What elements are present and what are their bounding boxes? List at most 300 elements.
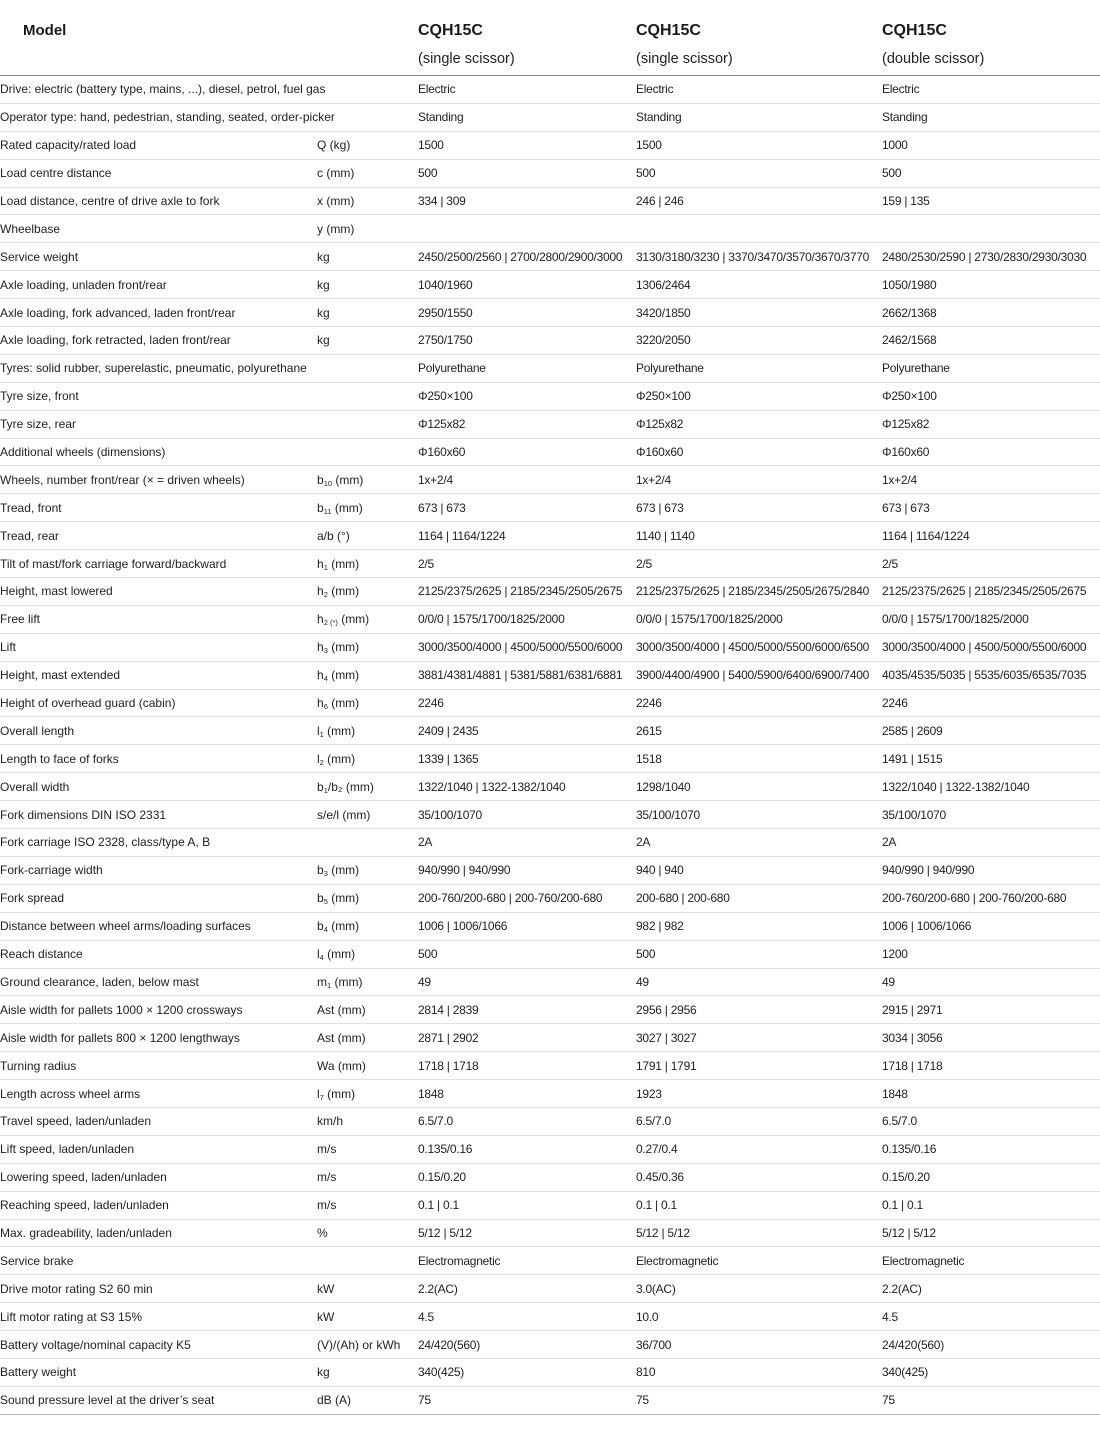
spec-value: 1x+2/4 [882,466,1100,494]
table-row [0,578,1100,606]
spec-table [0,76,1100,1415]
table-row [0,801,1100,829]
spec-value: Φ160x60 [882,438,1100,466]
spec-value: 982 | 982 [636,912,882,940]
spec-value: 3000/3500/4000 | 4500/5000/5500/6000 [882,633,1100,661]
spec-value: 1923 [636,1080,882,1108]
spec-value: 75 [882,1386,1100,1414]
spec-value: 2956 | 2956 [636,996,882,1024]
table-row [0,940,1100,968]
spec-value: 1848 [418,1080,636,1108]
spec-label: Max. gradeability, laden/unladen [0,1219,317,1247]
unit-symbol: l [317,723,320,738]
spec-label: Load distance, centre of drive axle to fork [0,187,317,215]
spec-value: 0/0/0 | 1575/1700/1825/2000 [636,605,882,633]
spec-unit [317,578,418,606]
unit-symbol: dB (A) [317,1393,352,1408]
unit-suffix: (mm) [331,974,363,989]
unit-suffix: (mm) [327,696,360,711]
spec-unit [317,215,418,243]
spec-value: 1164 | 1164/1224 [882,522,1100,550]
unit-symbol: b [317,779,324,794]
spec-value: 35/100/1070 [418,801,636,829]
spec-value: 1491 | 1515 [882,745,1100,773]
spec-label: Aisle width for pallets 800 × 1200 lengthways [0,1024,317,1052]
unit-symbol: kW [317,1309,335,1324]
spec-value [636,215,882,243]
table-row [0,1135,1100,1163]
spec-value: 2A [636,829,882,857]
spec-label: Travel speed, laden/unladen [0,1107,317,1135]
unit-symbol: y (mm) [317,221,355,236]
spec-label: Battery voltage/nominal capacity K5 [0,1331,317,1359]
unit-subscript: 11 [323,506,332,516]
unit-symbol: b [317,500,324,515]
spec-value: Standing [882,103,1100,131]
spec-unit [317,1191,418,1219]
unit-symbol: % [317,1225,328,1240]
spec-value: Φ125x82 [418,410,636,438]
unit-symbol: h [317,584,324,599]
spec-label: Overall width [0,773,317,801]
spec-value: 500 [882,159,1100,187]
spec-unit [317,884,418,912]
unit-symbol: Wa (mm) [317,1058,366,1073]
unit-subscript: 1 [319,729,324,739]
table-row [0,466,1100,494]
spec-label: Reaching speed, laden/unladen [0,1191,317,1219]
table-row [0,745,1100,773]
spec-label: Reach distance [0,940,317,968]
spec-value: Electromagnetic [882,1247,1100,1275]
unit-symbol: l [317,1086,320,1101]
unit-subscript: 4 [323,925,328,935]
unit-symbol: h [317,612,324,627]
spec-value: 1848 [882,1080,1100,1108]
spec-value: 49 [418,968,636,996]
spec-value: 500 [636,940,882,968]
spec-value: 673 | 673 [882,494,1100,522]
spec-value: 500 [418,940,636,968]
spec-value: 49 [636,968,882,996]
spec-value: 1000 [882,131,1100,159]
unit-symbol: km/h [317,1114,344,1129]
spec-value: Φ125x82 [636,410,882,438]
spec-value: Φ125x82 [882,410,1100,438]
spec-unit [317,661,418,689]
spec-value: 35/100/1070 [882,801,1100,829]
model-header-label: Model [23,22,67,39]
spec-value: 2615 [636,717,882,745]
spec-unit [317,1219,418,1247]
spec-value: 1x+2/4 [418,466,636,494]
table-row [0,1331,1100,1359]
spec-label: Tyres: solid rubber, superelastic, pneumatic, polyurethane [0,354,317,382]
table-row [0,884,1100,912]
spec-label: Height, mast extended [0,661,317,689]
spec-label: Length across wheel arms [0,1080,317,1108]
spec-label: Fork dimensions DIN ISO 2331 [0,801,317,829]
spec-value: Φ250×100 [418,382,636,410]
table-row [0,856,1100,884]
spec-value: 2462/1568 [882,327,1100,355]
unit-symbol: a/b (°) [317,528,350,543]
spec-value: 3.0(AC) [636,1275,882,1303]
unit-symbol: Q (kg) [317,138,351,153]
spec-label: Service brake [0,1247,317,1275]
spec-unit [317,912,418,940]
spec-label: Operator type: hand, pedestrian, standing, seated, order-picker [0,103,317,131]
table-row [0,633,1100,661]
spec-label: Lift [0,633,317,661]
table-row [0,1107,1100,1135]
spec-value: 940/990 | 940/990 [418,856,636,884]
spec-value: 2814 | 2839 [418,996,636,1024]
spec-label: Overall length [0,717,317,745]
unit-symbol: kg [317,305,330,320]
unit-symbol: b [317,863,324,878]
unit-subscript: 5 [323,897,328,907]
spec-value: Polyurethane [636,354,882,382]
table-row [0,661,1100,689]
table-row [0,215,1100,243]
spec-value: 1518 [636,745,882,773]
spec-unit [317,1024,418,1052]
spec-value: 4.5 [882,1303,1100,1331]
spec-value: 3034 | 3056 [882,1024,1100,1052]
spec-unit [317,243,418,271]
unit-subscript: 1 [323,785,328,795]
table-row [0,550,1100,578]
spec-value: 200-680 | 200-680 [636,884,882,912]
spec-unit [317,801,418,829]
spec-label: Free lift [0,605,317,633]
spec-value: 2915 | 2971 [882,996,1100,1024]
spec-unit [317,159,418,187]
spec-value: 1500 [636,131,882,159]
table-row [0,76,1100,103]
column-model: CQH15C [636,22,701,39]
spec-unit [317,1247,418,1275]
spec-value: Standing [418,103,636,131]
spec-value: 2246 [636,689,882,717]
spec-value: 3000/3500/4000 | 4500/5000/5500/6000/6500 [636,633,882,661]
unit-suffix: (mm) [327,556,360,571]
table-row [0,717,1100,745]
spec-value: 5/12 | 5/12 [636,1219,882,1247]
column-variant: (double scissor) [882,51,985,67]
unit-suffix: (mm) [337,612,370,627]
unit-subscript: 1 [323,562,328,572]
unit-symbol: h [317,668,324,683]
spec-label: Drive: electric (battery type, mains, ...), diesel, petrol, fuel gas [0,76,317,103]
spec-label: Fork carriage ISO 2328, class/type A, B [0,829,317,857]
spec-label: Wheels, number front/rear (× = driven wheels) [0,466,317,494]
table-row [0,996,1100,1024]
spec-value: 1339 | 1365 [418,745,636,773]
spec-unit [317,968,418,996]
spec-value: 6.5/7.0 [636,1107,882,1135]
spec-label: Tread, rear [0,522,317,550]
spec-value [418,215,636,243]
spec-label: Height of overhead guard (cabin) [0,689,317,717]
spec-value: 3881/4381/4881 | 5381/5881/6381/6881 [418,661,636,689]
spec-value: 0/0/0 | 1575/1700/1825/2000 [418,605,636,633]
unit-symbol: m/s [317,1198,337,1213]
spec-value: 1006 | 1006/1066 [882,912,1100,940]
table-row [0,271,1100,299]
spec-value: 35/100/1070 [636,801,882,829]
spec-value: 75 [418,1386,636,1414]
spec-label: Wheelbase [0,215,317,243]
spec-value: 75 [636,1386,882,1414]
spec-value: 1500 [418,131,636,159]
spec-value: 2A [882,829,1100,857]
unit-suffix: (mm) [323,1086,356,1101]
table-row [0,494,1100,522]
spec-value: 2871 | 2902 [418,1024,636,1052]
spec-unit [317,689,418,717]
table-row [0,1386,1100,1414]
table-row [0,1080,1100,1108]
table-row [0,103,1100,131]
spec-unit [317,996,418,1024]
spec-label: Sound pressure level at the driver’s seat [0,1386,317,1414]
unit-symbol: kg [317,1365,330,1380]
spec-value: 2480/2530/2590 | 2730/2830/2930/3030 [882,243,1100,271]
spec-label: Tyre size, front [0,382,317,410]
spec-unit [317,940,418,968]
unit-symbol: (V)/(Ah) or kWh [317,1337,401,1352]
unit-symbol: l [317,947,320,962]
spec-value: 334 | 309 [418,187,636,215]
spec-value: 2409 | 2435 [418,717,636,745]
spec-value: Polyurethane [418,354,636,382]
spec-value: 5/12 | 5/12 [882,1219,1100,1247]
unit-symbol: Ast (mm) [317,1002,366,1017]
spec-value: 10.0 [636,1303,882,1331]
spec-label: Aisle width for pallets 1000 × 1200 crossways [0,996,317,1024]
spec-unit [317,354,418,382]
spec-value: 810 [636,1358,882,1386]
spec-value: Electric [418,76,636,103]
spec-unit [317,1358,418,1386]
spec-label: Tread, front [0,494,317,522]
spec-value: 2A [418,829,636,857]
unit-symbol: m/s [317,1142,337,1157]
spec-label: Height, mast lowered [0,578,317,606]
unit-symbol: l [317,751,320,766]
spec-unit [317,856,418,884]
table-row [0,354,1100,382]
spec-value: 940/990 | 940/990 [882,856,1100,884]
spec-value: 940 | 940 [636,856,882,884]
unit-symbol: c (mm) [317,166,355,181]
spec-value: Electromagnetic [418,1247,636,1275]
spec-label: Lift speed, laden/unladen [0,1135,317,1163]
spec-label: Length to face of forks [0,745,317,773]
unit-subscript: 7 [319,1092,324,1102]
spec-value: 2662/1368 [882,299,1100,327]
column-variant: (single scissor) [636,51,733,67]
table-row [0,522,1100,550]
spec-value: 2125/2375/2625 | 2185/2345/2505/2675 [882,578,1100,606]
spec-unit [317,633,418,661]
spec-label: Ground clearance, laden, below mast [0,968,317,996]
unit-suffix: (mm) [327,640,360,655]
spec-unit [317,410,418,438]
spec-unit [317,1080,418,1108]
spec-value: 24/420(560) [882,1331,1100,1359]
spec-value: 5/12 | 5/12 [418,1219,636,1247]
column-header-2 [636,20,733,69]
spec-label: Lift motor rating at S3 15% [0,1303,317,1331]
spec-unit [317,1303,418,1331]
unit-symbol: b [317,919,324,934]
spec-value: 2/5 [636,550,882,578]
spec-value: 4.5 [418,1303,636,1331]
spec-value: 6.5/7.0 [418,1107,636,1135]
spec-value: 0.27/0.4 [636,1135,882,1163]
spec-unit [317,382,418,410]
spec-value: 1322/1040 | 1322-1382/1040 [882,773,1100,801]
spec-value: 2/5 [418,550,636,578]
spec-value: 1040/1960 [418,271,636,299]
spec-value: 1200 [882,940,1100,968]
unit-symbol: kg [317,277,330,292]
spec-value: 0.135/0.16 [882,1135,1100,1163]
spec-value: Φ160x60 [418,438,636,466]
unit-subscript: 6 [323,702,328,712]
spec-value: 0.1 | 0.1 [418,1191,636,1219]
table-row [0,1358,1100,1386]
table-row [0,1191,1100,1219]
spec-unit [317,1275,418,1303]
spec-value: Electric [882,76,1100,103]
spec-value: 4035/4535/5035 | 5535/6035/6535/7035 [882,661,1100,689]
unit-subscript: 3 [323,646,328,656]
spec-unit [317,1052,418,1080]
unit-subscript: 2 (*) [323,618,338,628]
unit-suffix: (mm) [323,723,356,738]
spec-value: 2246 [882,689,1100,717]
spec-value: 2125/2375/2625 | 2185/2345/2505/2675/2840 [636,578,882,606]
spec-label: Lowering speed, laden/unladen [0,1163,317,1191]
spec-value: 0/0/0 | 1575/1700/1825/2000 [882,605,1100,633]
spec-label: Distance between wheel arms/loading surfaces [0,912,317,940]
unit-symbol: x (mm) [317,194,355,208]
column-model: CQH15C [418,22,483,39]
unit-suffix: /b₂ (mm) [327,779,374,794]
spec-value: 3420/1850 [636,299,882,327]
spec-value: 1164 | 1164/1224 [418,522,636,550]
spec-value: 200-760/200-680 | 200-760/200-680 [418,884,636,912]
spec-label: Drive motor rating S2 60 min [0,1275,317,1303]
unit-symbol: Ast (mm) [317,1030,366,1045]
spec-value: 0.15/0.20 [418,1163,636,1191]
spec-label: Service weight [0,243,317,271]
unit-symbol: kg [317,249,330,264]
spec-value: 3027 | 3027 [636,1024,882,1052]
unit-suffix: (mm) [323,947,356,962]
spec-value: 0.15/0.20 [882,1163,1100,1191]
spec-unit [317,131,418,159]
unit-symbol: m [317,974,327,989]
spec-unit [317,522,418,550]
unit-symbol: h [317,556,324,571]
table-row [0,1303,1100,1331]
spec-label: Axle loading, fork advanced, laden front/rear [0,299,317,327]
spec-unit [317,1107,418,1135]
spec-value [882,215,1100,243]
spec-unit [317,1163,418,1191]
spec-label: Tyre size, rear [0,410,317,438]
table-row [0,912,1100,940]
spec-value: 2585 | 2609 [882,717,1100,745]
spec-value: 673 | 673 [418,494,636,522]
spec-unit [317,773,418,801]
unit-suffix: (mm) [327,891,360,906]
spec-unit [317,1386,418,1414]
spec-label: Turning radius [0,1052,317,1080]
table-row [0,605,1100,633]
table-row [0,829,1100,857]
unit-suffix: (mm) [331,500,363,515]
column-header-3 [882,20,984,69]
column-variant: (single scissor) [418,51,515,67]
spec-value: 200-760/200-680 | 200-760/200-680 [882,884,1100,912]
spec-label: Axle loading, fork retracted, laden front/rear [0,327,317,355]
spec-value: Electric [636,76,882,103]
table-row [0,327,1100,355]
spec-value: 1718 | 1718 [882,1052,1100,1080]
spec-unit [317,1331,418,1359]
spec-value: 0.1 | 0.1 [882,1191,1100,1219]
spec-table-body [0,76,1100,1414]
spec-value: Φ250×100 [636,382,882,410]
spec-value: 1050/1980 [882,271,1100,299]
spec-value: 246 | 246 [636,187,882,215]
spec-value: 340(425) [882,1358,1100,1386]
spec-value: Electromagnetic [636,1247,882,1275]
spec-value: 1322/1040 | 1322-1382/1040 [418,773,636,801]
spec-value: 500 [418,159,636,187]
spec-value: Φ250×100 [882,382,1100,410]
spec-value: 1140 | 1140 [636,522,882,550]
spec-value: 49 [882,968,1100,996]
spec-value: 3900/4400/4900 | 5400/5900/6400/6900/7400 [636,661,882,689]
spec-value: 0.45/0.36 [636,1163,882,1191]
table-row [0,1052,1100,1080]
spec-label: Fork spread [0,884,317,912]
spec-value: 1298/1040 [636,773,882,801]
unit-suffix: (mm) [327,919,360,934]
unit-symbol: h [317,640,324,655]
table-row [0,243,1100,271]
spec-unit [317,76,418,103]
spec-value: 2125/2375/2625 | 2185/2345/2505/2675 [418,578,636,606]
unit-suffix: (mm) [332,472,364,487]
spec-unit [317,745,418,773]
spec-unit [317,494,418,522]
table-row [0,689,1100,717]
spec-value: 3220/2050 [636,327,882,355]
spec-value: 1x+2/4 [636,466,882,494]
spec-label: Axle loading, unladen front/rear [0,271,317,299]
spec-value: 24/420(560) [418,1331,636,1359]
spec-value: Polyurethane [882,354,1100,382]
table-row [0,1275,1100,1303]
